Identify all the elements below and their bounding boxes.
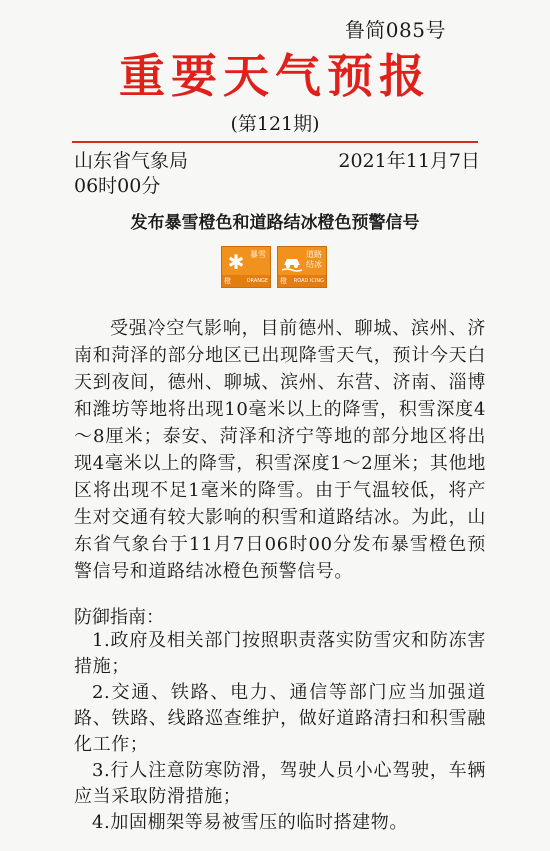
guide-title: 防御指南： — [74, 607, 164, 628]
issue-time: 06时00分 — [74, 175, 161, 197]
guide-item: 2.交通、铁路、电力、通信等部门应当加强道路、铁路、线路巡查维护，做好道路清扫和积雪融化工作； — [74, 682, 486, 755]
signal-band-text: ROAD ICING — [293, 278, 324, 284]
red-divider — [72, 141, 478, 143]
guide-list — [74, 628, 486, 836]
signal-label: 暴雪 — [250, 250, 266, 259]
issue-date: 2021年11月7日 — [338, 150, 480, 172]
issuer: 山东省气象局 — [74, 150, 189, 172]
guide-item: 3.行人注意防寒防滑，驾驶人员小心驾驶，车辆应当采取防滑措施； — [74, 760, 486, 807]
guide-item: 1.政府及相关部门按照职责落实防雪灾和防冻害措施； — [74, 630, 486, 677]
snowflake-icon: ✱ — [227, 250, 245, 274]
issue-number: (第121期) — [230, 113, 320, 135]
signal-band-text: ORANGE — [246, 278, 268, 284]
document-title: 重要天气预报 — [119, 49, 431, 103]
warning-signals — [221, 246, 327, 288]
icy-road-icon — [280, 249, 304, 275]
signal-band-left: 橙 — [280, 277, 287, 285]
signal-label: 道路结冰 — [306, 250, 322, 269]
guide-item: 4.加固棚架等易被雪压的临时搭建物。 — [92, 812, 408, 833]
signal-band-left: 橙 — [224, 277, 231, 285]
blizzard-orange-signal — [221, 246, 271, 288]
doc-number: 鲁简085号 — [344, 18, 446, 42]
body-paragraph: 受强冷空气影响，目前德州、聊城、滨州、济南和菏泽的部分地区已出现降雪天气，预计今天白天到夜间，德州、聊城、滨州、东营、济南、淄博和潍坊等地将出现10毫米以上的降雪，积雪深度4～8厘米；泰安、菏泽和济宁等地的部分地区将出现4毫米以上的降雪，积雪深度1～2厘米；其他地区将出现不足1毫米的降雪。由于气温较低，将产生对交通有较大影响的积雪和道路结冰。为此，山东省气象台于11月7日06时00分发布暴雪橙色预警信号和道路结冰橙色预警信号。 — [74, 318, 486, 582]
road-icing-orange-signal — [277, 246, 327, 288]
headline: 发布暴雪橙色和道路结冰橙色预警信号 — [130, 213, 420, 233]
